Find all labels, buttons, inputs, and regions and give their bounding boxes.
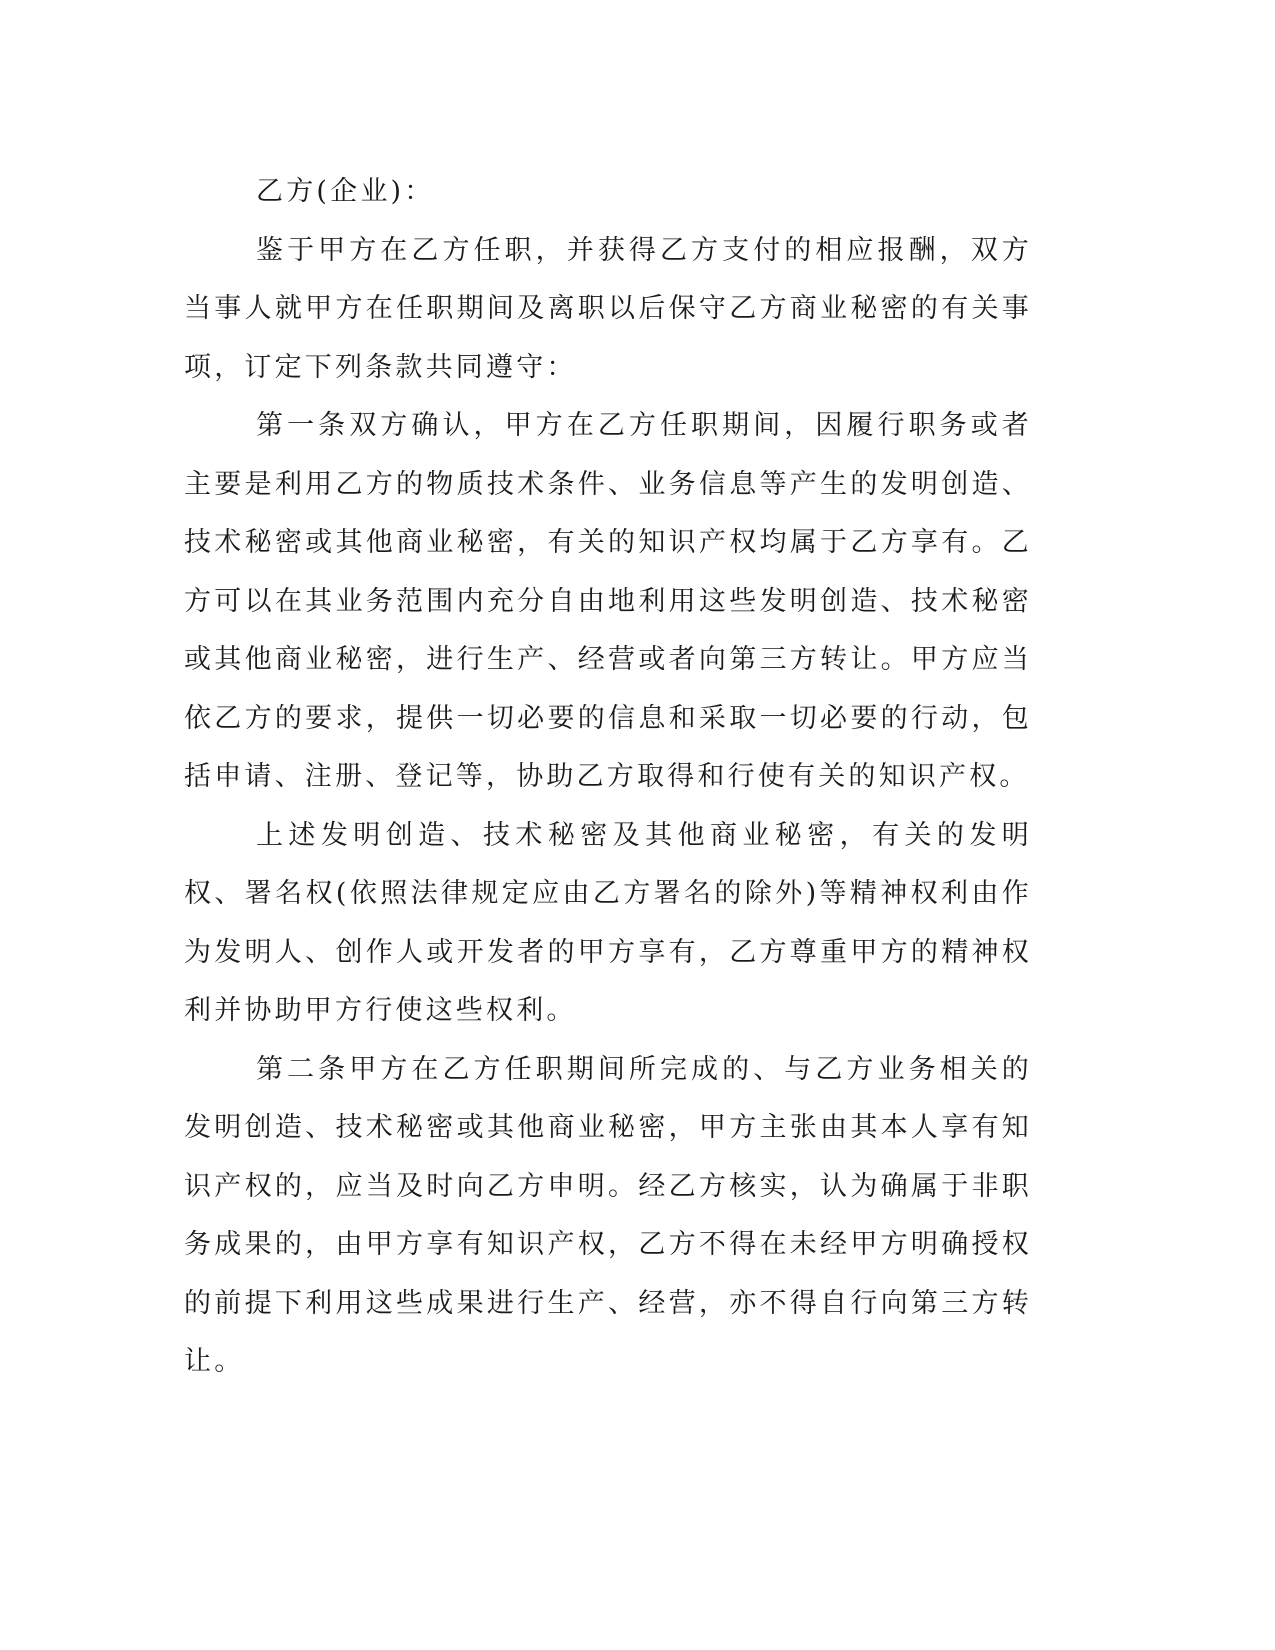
party-b-line: 乙方(企业)： — [256, 176, 435, 207]
article-two-paragraph: 第二条甲方在乙方任职期间所完成的、与乙方业务相关的发明创造、技术秘密或其他商业秘密，甲方主张由其本人享有知识产权的，应当及时向乙方申明。经乙方核实，认为确属于非职务成果的，由甲方享有知识产权，乙方不得在未经甲方明确授权的前提下利用这些成果进行生产、经营，亦不得自行向第三方转让。 — [184, 1053, 1032, 1377]
article-one-paragraph: 第一条双方确认，甲方在乙方任职期间，因履行职务或者主要是利用乙方的物质技术条件、业务信息等产生的发明创造、技术秘密或其他商业秘密，有关的知识产权均属于乙方享有。乙方可以在其业务范围内充分自由地利用这些发明创造、技术秘密或其他商业秘密，进行生产、经营或者向第三方转让。甲方应当依乙方的要求，提供一切必要的信息和采取一切必要的行动，包括申请、注册、登记等，协助乙方取得和行使有关的知识产权。 — [184, 410, 1032, 792]
moral-rights-paragraph: 上述发明创造、技术秘密及其他商业秘密，有关的发明权、署名权(依照法律规定应由乙方署名的除外)等精神权利由作为发明人、创作人或开发者的甲方享有，乙方尊重甲方的精神权利并协助甲方行使这些权利。 — [184, 819, 1032, 1026]
preamble-paragraph: 鉴于甲方在乙方任职，并获得乙方支付的相应报酬，双方当事人就甲方在任职期间及离职以后保守乙方商业秘密的有关事项，订定下列条款共同遵守： — [184, 234, 1032, 383]
document-page — [184, 163, 1032, 1392]
